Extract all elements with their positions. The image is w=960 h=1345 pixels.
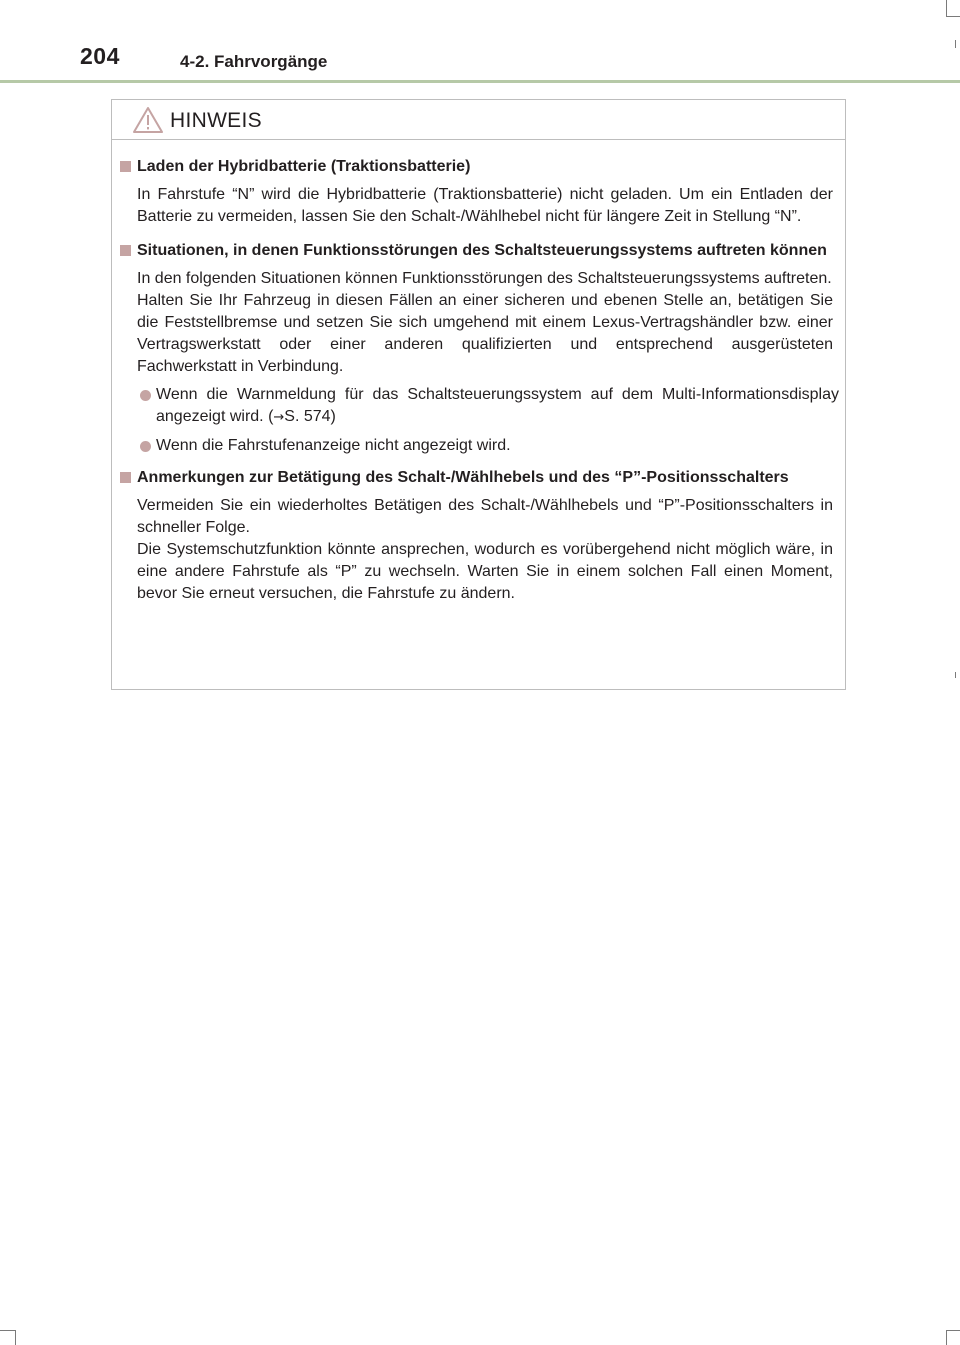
crop-mark — [955, 672, 956, 678]
section-paragraph: In Fahrstufe “N” wird die Hybridbatterie (Traktionsbatterie) nicht geladen. Um ein Entladen der Batterie zu vermeiden, lassen Sie den Schalt-/Wählhebel nicht für längere Zeit in Stellung “N”. — [137, 186, 833, 225]
notice-title: HINWEIS — [170, 109, 262, 132]
square-bullet-icon — [120, 245, 131, 256]
list-item: Wenn die Fahrstufenanzeige nicht angezeigt wird. — [156, 435, 839, 457]
arrow-right-icon: → — [273, 410, 285, 425]
section-heading: Anmerkungen zur Betätigung des Schalt-/Wählhebels und des “P”-Positionsschalters — [112, 467, 835, 489]
header-rule — [0, 80, 960, 83]
notice-header — [112, 100, 845, 140]
round-bullet-icon — [140, 390, 151, 401]
section-heading: Situationen, in denen Funktionsstörungen des Schaltsteuerungssystems auftreten können — [112, 240, 835, 262]
round-bullet-icon — [140, 441, 151, 452]
crop-mark — [15, 1330, 16, 1345]
crop-mark — [946, 1330, 960, 1331]
warning-triangle-icon — [132, 106, 164, 134]
notice-body — [112, 156, 845, 617]
section-paragraph: In den folgenden Situationen können Funktionsstörungen des Schaltsteuerungssystems auftreten. Halten Sie Ihr Fahrzeug in diesen Fällen an einer sicheren und ebenen Stelle an, betätigen Sie die Feststellbremse und setzen Sie sich umgehend mit einem Lexus-Vertragshändler bzw. einer Vertragswerkstatt oder einer anderen qualifizierten und entsprechend ausgerüsteten Fachwerkstatt in Verbindung. — [137, 270, 833, 375]
crop-mark — [0, 1330, 15, 1331]
crop-mark — [955, 40, 956, 48]
page-reference-link[interactable]: S. 574) — [284, 408, 336, 425]
square-bullet-icon — [120, 161, 131, 172]
section-paragraph: Vermeiden Sie ein wiederholtes Betätigen des Schalt-/Wählhebels und “P”-Positionsschalters in schneller Folge. Die Systemschutzfunktion könnte ansprechen, wodurch es vorübergehend nicht möglich wäre, in eine andere Fahrstufe als “P” zu wechseln. Warten Sie in einem solchen Fall einen Moment, bevor Sie erneut versuchen, die Fahrstufe zu ändern. — [137, 497, 833, 602]
section-title: 4-2. Fahrvorgänge — [180, 52, 328, 71]
page-number: 204 — [80, 43, 120, 69]
section-heading: Laden der Hybridbatterie (Traktionsbatterie) — [112, 156, 835, 178]
list-item: Wenn die Warnmeldung für das Schaltsteuerungssystem auf dem Multi-Informationsdisplay angezeigt wird. (→S. 574) — [156, 384, 839, 429]
crop-mark — [946, 1330, 947, 1345]
crop-mark — [946, 0, 947, 16]
notice-box — [111, 99, 846, 690]
crop-mark — [946, 16, 960, 17]
square-bullet-icon — [120, 472, 131, 483]
